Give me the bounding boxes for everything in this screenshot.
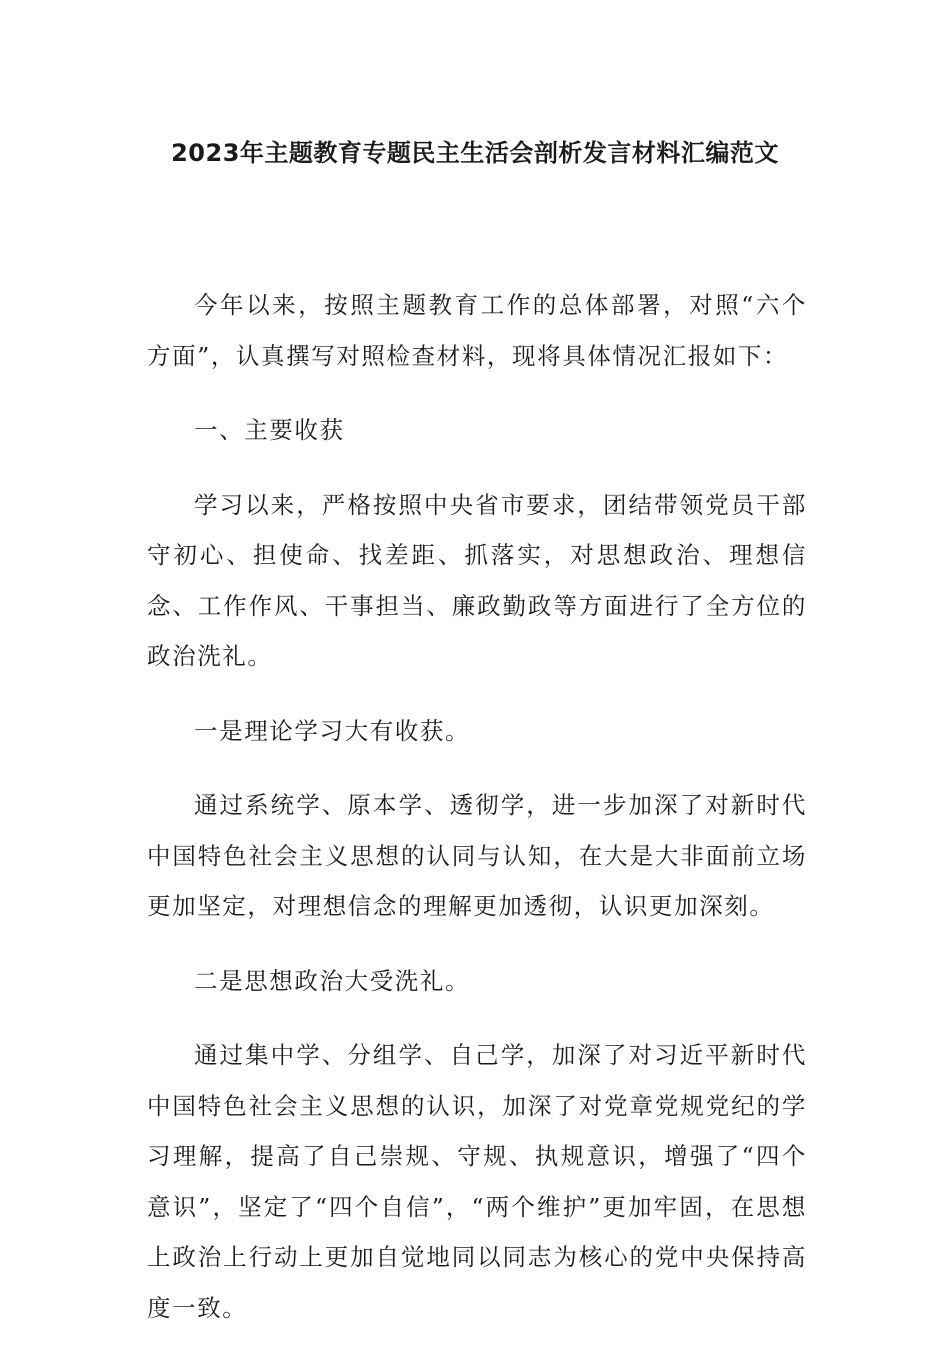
document-title: 2023年主题教育专题民主生活会剖析发言材料汇编范文 [171, 139, 779, 167]
paragraph-intro: 今年以来，按照主题教育工作的总体部署，对照“六个方面”，认真撰写对照检查材料，现将具体情况汇报如下： [147, 291, 807, 370]
subheading-theory-study: 一是理论学习大有收获。 [194, 716, 471, 745]
section-heading-main-gains: 一、主要收获 [194, 416, 345, 444]
paragraph-political-thought: 通过集中学、分组学、自己学，加深了对习近平新时代中国特色社会主义思想的认识，加深了对党章党规党纪的学习理解，提高了自己崇规、守规、执规意识，增强了“四个意识”，坚定了“四个自信”，“两个维护”更加牢固，在思想上政治上行动上更加自觉地同以同志为核心的党中央保持高度一致。 [147, 1041, 807, 1322]
paragraph-theory-study: 通过系统学、原本学、透彻学，进一步加深了对新时代中国特色社会主义思想的认同与认知，在大是大非面前立场更加坚定，对理想信念的理解更加透彻，认识更加深刻。 [147, 791, 807, 920]
subheading-political-thought: 二是思想政治大受洗礼。 [194, 966, 471, 995]
document-body [147, 280, 807, 1357]
paragraph-study-overview: 学习以来，严格按照中央省市要求，团结带领党员干部守初心、担使命、找差距、抓落实，对思想政治、理想信念、工作作风、干事担当、廉政勤政等方面进行了全方位的政治洗礼。 [147, 490, 807, 670]
